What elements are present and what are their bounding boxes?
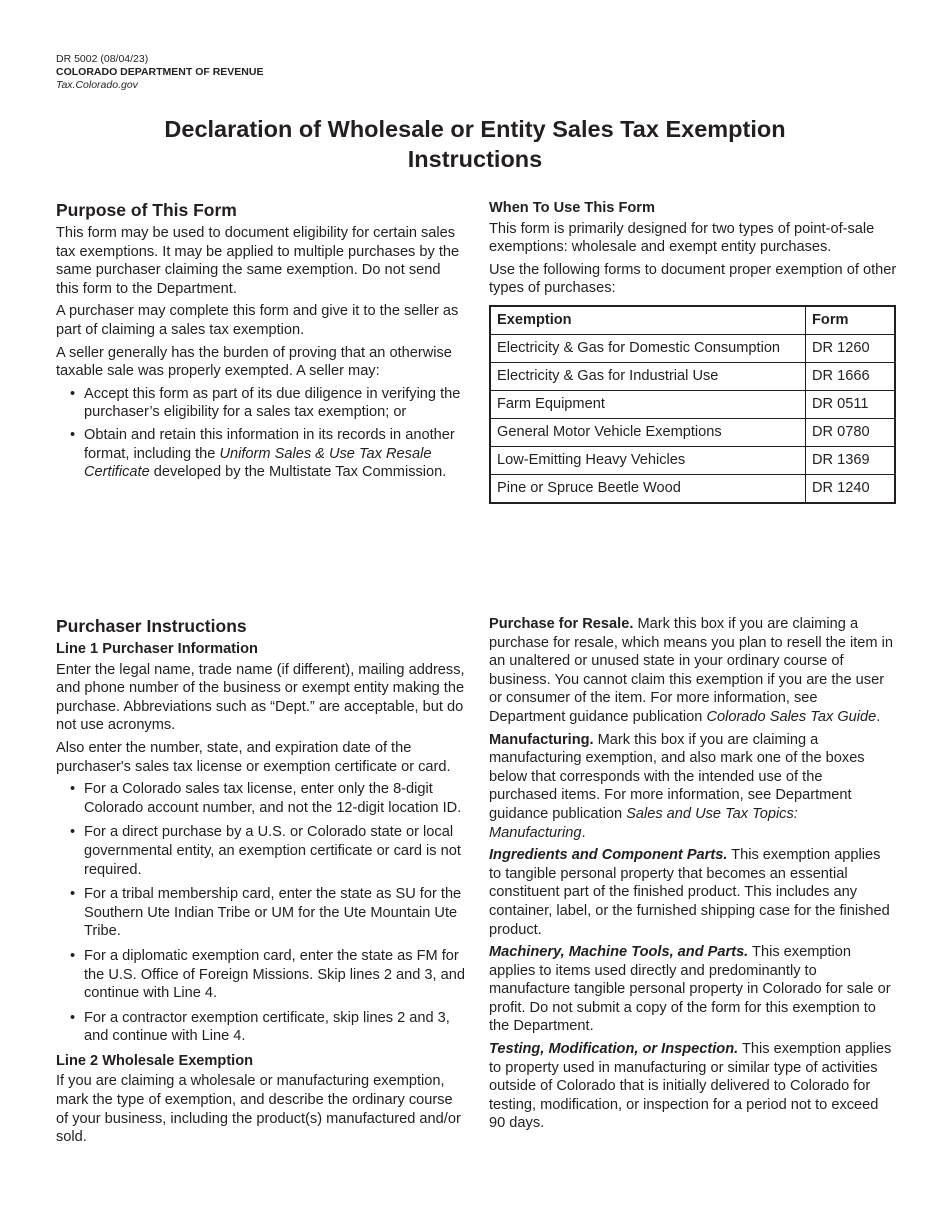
exemption-cell: Farm Equipment (490, 390, 806, 418)
table-row (490, 474, 895, 503)
machinery-text: This exemption applies to items used directly and predominantly to manufacture tangible personal property in Colorado for sale or profit. Do not submit a copy of the form for this exemption to the Department. (489, 944, 891, 1035)
exemption-cell: General Motor Vehicle Exemptions (490, 418, 806, 446)
when-heading: When To Use This Form (489, 200, 655, 216)
ingredients-label: Ingredients and Component Parts. (489, 847, 728, 864)
exemption-cell: Low-Emitting Heavy Vehicles (490, 446, 806, 474)
purpose-p3: A seller generally has the burden of proving that an otherwise taxable sale was properly exempted. A seller may: (56, 344, 452, 380)
resale-end: . (876, 708, 881, 725)
form-cell: DR 1369 (806, 446, 896, 474)
title-line-2: Instructions (407, 146, 543, 172)
manufacturing-label: Manufacturing. (489, 731, 594, 748)
col-exemption: Exemption (490, 306, 806, 335)
col-form: Form (806, 306, 896, 335)
form-cell: DR 1666 (806, 362, 896, 390)
line1-bullet: • For a Colorado sales tax license, enter only the 8-digit Colorado account number, and not the 12-digit location ID. (56, 780, 466, 817)
testing-text: This exemption applies to property used in manufacturing or similar type of activities outside of Colorado that is initially delivered to Colorado for testing, modification, or inspection for a period not to exceed 90 days. (489, 1041, 892, 1132)
purpose-p1: This form may be used to document eligibility for certain sales tax exemptions. It may be applied to multiple purchases by the same purchaser claiming the same exemption. Do not send this form to the Department. (56, 225, 460, 297)
form-header (56, 53, 263, 92)
table-row (490, 390, 895, 418)
ingredients-text: This exemption applies to tangible personal property that becomes an essential constituent part of the finished product. This includes any container, label, or the furnished shipping case for the finished product. (489, 847, 890, 938)
bullet-text: Obtain and retain this information in its records in another format, including the (84, 426, 455, 462)
manufacturing-text: Mark this box if you are claiming a manufacturing exemption, and also mark one of the boxes below that corresponds with the intended use of the purchased items. For more information, see Department guidance publication (489, 731, 865, 822)
table-row (490, 362, 895, 390)
purpose-p2: A purchaser may complete this form and give it to the seller as part of claiming a sales tax exemption. (56, 303, 459, 338)
exemption-forms-table (489, 305, 896, 504)
exemption-cell: Electricity & Gas for Domestic Consumption (490, 334, 806, 362)
exemption-cell: Electricity & Gas for Industrial Use (490, 362, 806, 390)
title-line-1: Declaration of Wholesale or Entity Sales Tax Exemption (164, 116, 786, 142)
manufacturing-paragraph (489, 731, 894, 843)
exemption-cell: Pine or Spruce Beetle Wood (490, 474, 806, 503)
purpose-heading: Purpose of This Form (56, 200, 237, 220)
line2-p1: If you are claiming a wholesale or manufacturing exemption, mark the type of exemption, and describe the ordinary course of your business, including the product(s) manufactured and/or sold. (56, 1073, 461, 1146)
line1-bullet: • For a diplomatic exemption card, enter the state as FM for the U.S. Office of Foreign Missions. Skip lines 2 and 3, and continue with Line 4. (56, 947, 466, 1003)
wholesale-types-section (489, 615, 894, 1137)
form-cell: DR 1240 (806, 474, 896, 503)
line1-heading: Line 1 Purchaser Information (56, 641, 258, 657)
form-cell: DR 1260 (806, 334, 896, 362)
resale-paragraph (489, 615, 894, 727)
testing-label: Testing, Modification, or Inspection. (489, 1041, 739, 1058)
line1-bullet: • For a tribal membership card, enter the state as SU for the Southern Ute Indian Tribe or UM for the Ute Mountain Ute Tribe. (56, 885, 466, 941)
table-row (490, 446, 895, 474)
table-header-row (490, 306, 895, 335)
table-row (490, 418, 895, 446)
line1-p1: Enter the legal name, trade name (if different), mailing address, and phone number of the business or exempt entity making the purchase. Abbreviations such as “Dept.” are acceptable, but do not use acronyms. (56, 661, 465, 734)
page-title (56, 114, 894, 174)
ingredients-paragraph (489, 846, 894, 939)
when-p1: This form is primarily designed for two types of point-of-sale exemptions: wholesale and exempt entity purchases. (489, 220, 875, 256)
when-p2: Use the following forms to document proper exemption of other types of purchases: (489, 261, 897, 297)
resale-text: Mark this box if you are claiming a purchase for resale, which means you plan to resell the item in an unaltered or unused state in your ordinary course of business. You cannot claim this exemption if you are the user or consumer of the item. For more information, see Department guidance publication (489, 616, 893, 725)
form-code: DR 5002 (08/04/23) (56, 53, 149, 65)
purpose-bullet-1: • Accept this form as part of its due diligence in verifying the purchaser’s eligibility for a sales tax exemption; or (56, 385, 466, 422)
line1-bullet: • For a direct purchase by a U.S. or Colorado state or local governmental entity, an exemption certificate or card is not required. (56, 823, 466, 879)
resale-publication: Colorado Sales Tax Guide (706, 708, 877, 725)
resale-label: Purchase for Resale. (489, 616, 634, 632)
purpose-bullet-2 (56, 426, 466, 482)
form-cell: DR 0780 (806, 418, 896, 446)
manufacturing-end: . (581, 824, 586, 841)
machinery-paragraph (489, 943, 894, 1036)
line2-heading: Line 2 Wholesale Exemption (56, 1052, 254, 1069)
table-row (490, 334, 895, 362)
line1-bullet: • For a contractor exemption certificate, skip lines 2 and 3, and continue with Line 4. (56, 1009, 466, 1046)
testing-paragraph (489, 1040, 894, 1133)
bullet-text-end: developed by the Multistate Tax Commission. (149, 464, 447, 481)
purpose-section (56, 199, 466, 486)
line1-p2: Also enter the number, state, and expiration date of the purchaser's sales tax license or exemption certificate or card. (56, 739, 451, 775)
resale-certificate-title: Uniform Sales & Use Tax Resale Certificate (84, 445, 432, 481)
when-section (489, 199, 899, 504)
purchaser-heading: Purchaser Instructions (56, 616, 247, 636)
department-name: COLORADO DEPARTMENT OF REVENUE (56, 66, 264, 78)
purchaser-section (56, 615, 466, 1151)
manufacturing-publication: Sales and Use Tax Topics: Manufacturing (489, 805, 798, 841)
machinery-label: Machinery, Machine Tools, and Parts. (489, 944, 749, 961)
form-cell: DR 0511 (806, 390, 896, 418)
website: Tax.Colorado.gov (56, 79, 138, 91)
